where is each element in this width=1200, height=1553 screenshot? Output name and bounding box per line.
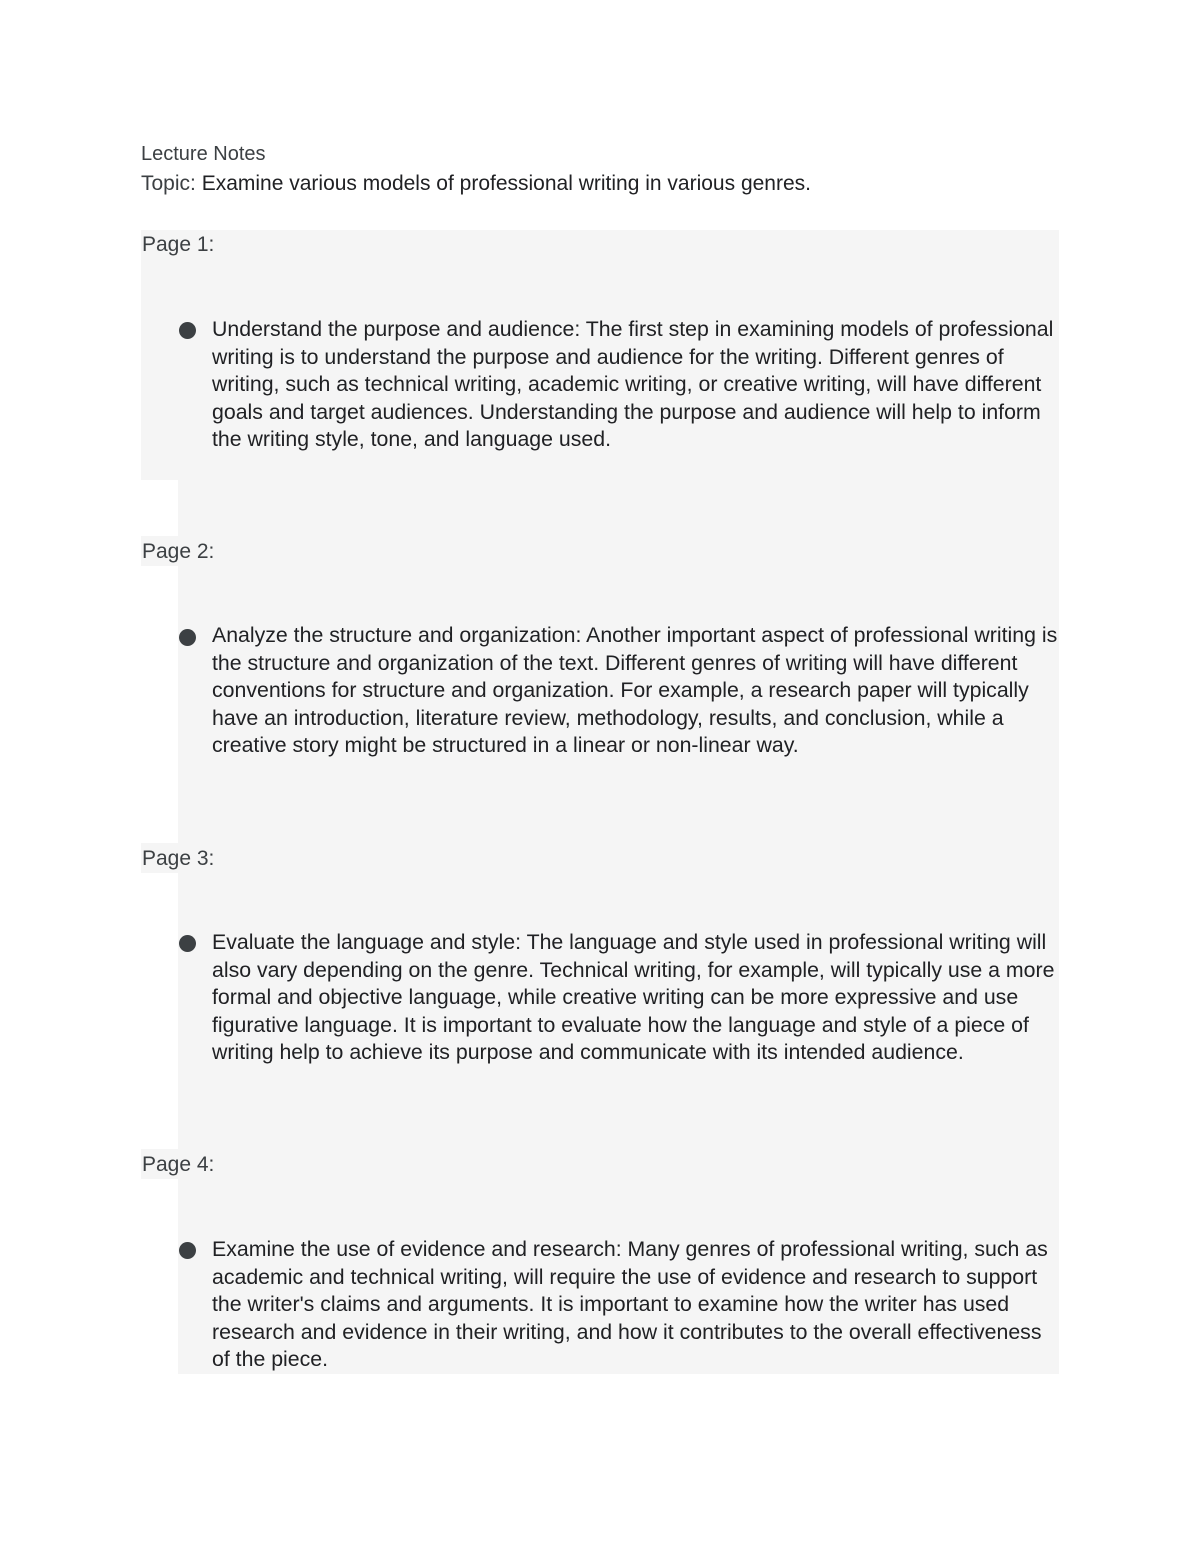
document-title: Lecture Notes <box>141 143 266 165</box>
bullet-icon <box>179 935 196 952</box>
topic-line <box>141 170 811 198</box>
page-3-label: Page 3: <box>142 847 215 870</box>
page-3-note: Evaluate the language and style: The language and style used in professional writing will also vary depending on the genre. Technical writing, for example, will typically use a more formal and objective language, while creative writing can be more expressive and use figurative language. It is important to evaluate how the language and style of a piece of writing help to achieve its purpose and communicate with its intended audience. <box>212 930 1055 1064</box>
page-1-label-shade <box>141 230 178 480</box>
bullet-icon <box>179 1242 196 1259</box>
topic-text: Examine various models of professional writing in various genres. <box>201 172 811 195</box>
bullet-icon <box>179 322 196 339</box>
page-4-label: Page 4: <box>142 1153 215 1176</box>
page-2-note: Analyze the structure and organization: Another important aspect of professional writing is the structure and organization of the text. Different genres of writing will have different conventions for structure and organization. For example, a research paper will typically have an introduction, literature review, methodology, results, and conclusion, while a creative story might be structured in a linear or non-linear way. <box>212 623 1058 757</box>
page-1-label: Page 1: <box>142 233 215 256</box>
page-1-note: Understand the purpose and audience: The first step in examining models of professional writing is to understand the purpose and audience for the writing. Different genres of writing, such as technical writing, academic writing, or creative writing, will have different goals and target audiences. Understanding the purpose and audience will help to inform the writing style, tone, and language used. <box>212 317 1054 451</box>
bullet-icon <box>179 629 196 646</box>
topic-prefix: Topic: <box>141 172 196 195</box>
page-2-label: Page 2: <box>142 540 215 563</box>
page-4-note: Examine the use of evidence and research: Many genres of professional writing, such as academic and technical writing, will require the use of evidence and research to support the writer's claims and arguments. It is important to examine how the writer has used research and evidence in their writing, and how it contributes to the overall effectiveness of the piece. <box>212 1237 1048 1371</box>
